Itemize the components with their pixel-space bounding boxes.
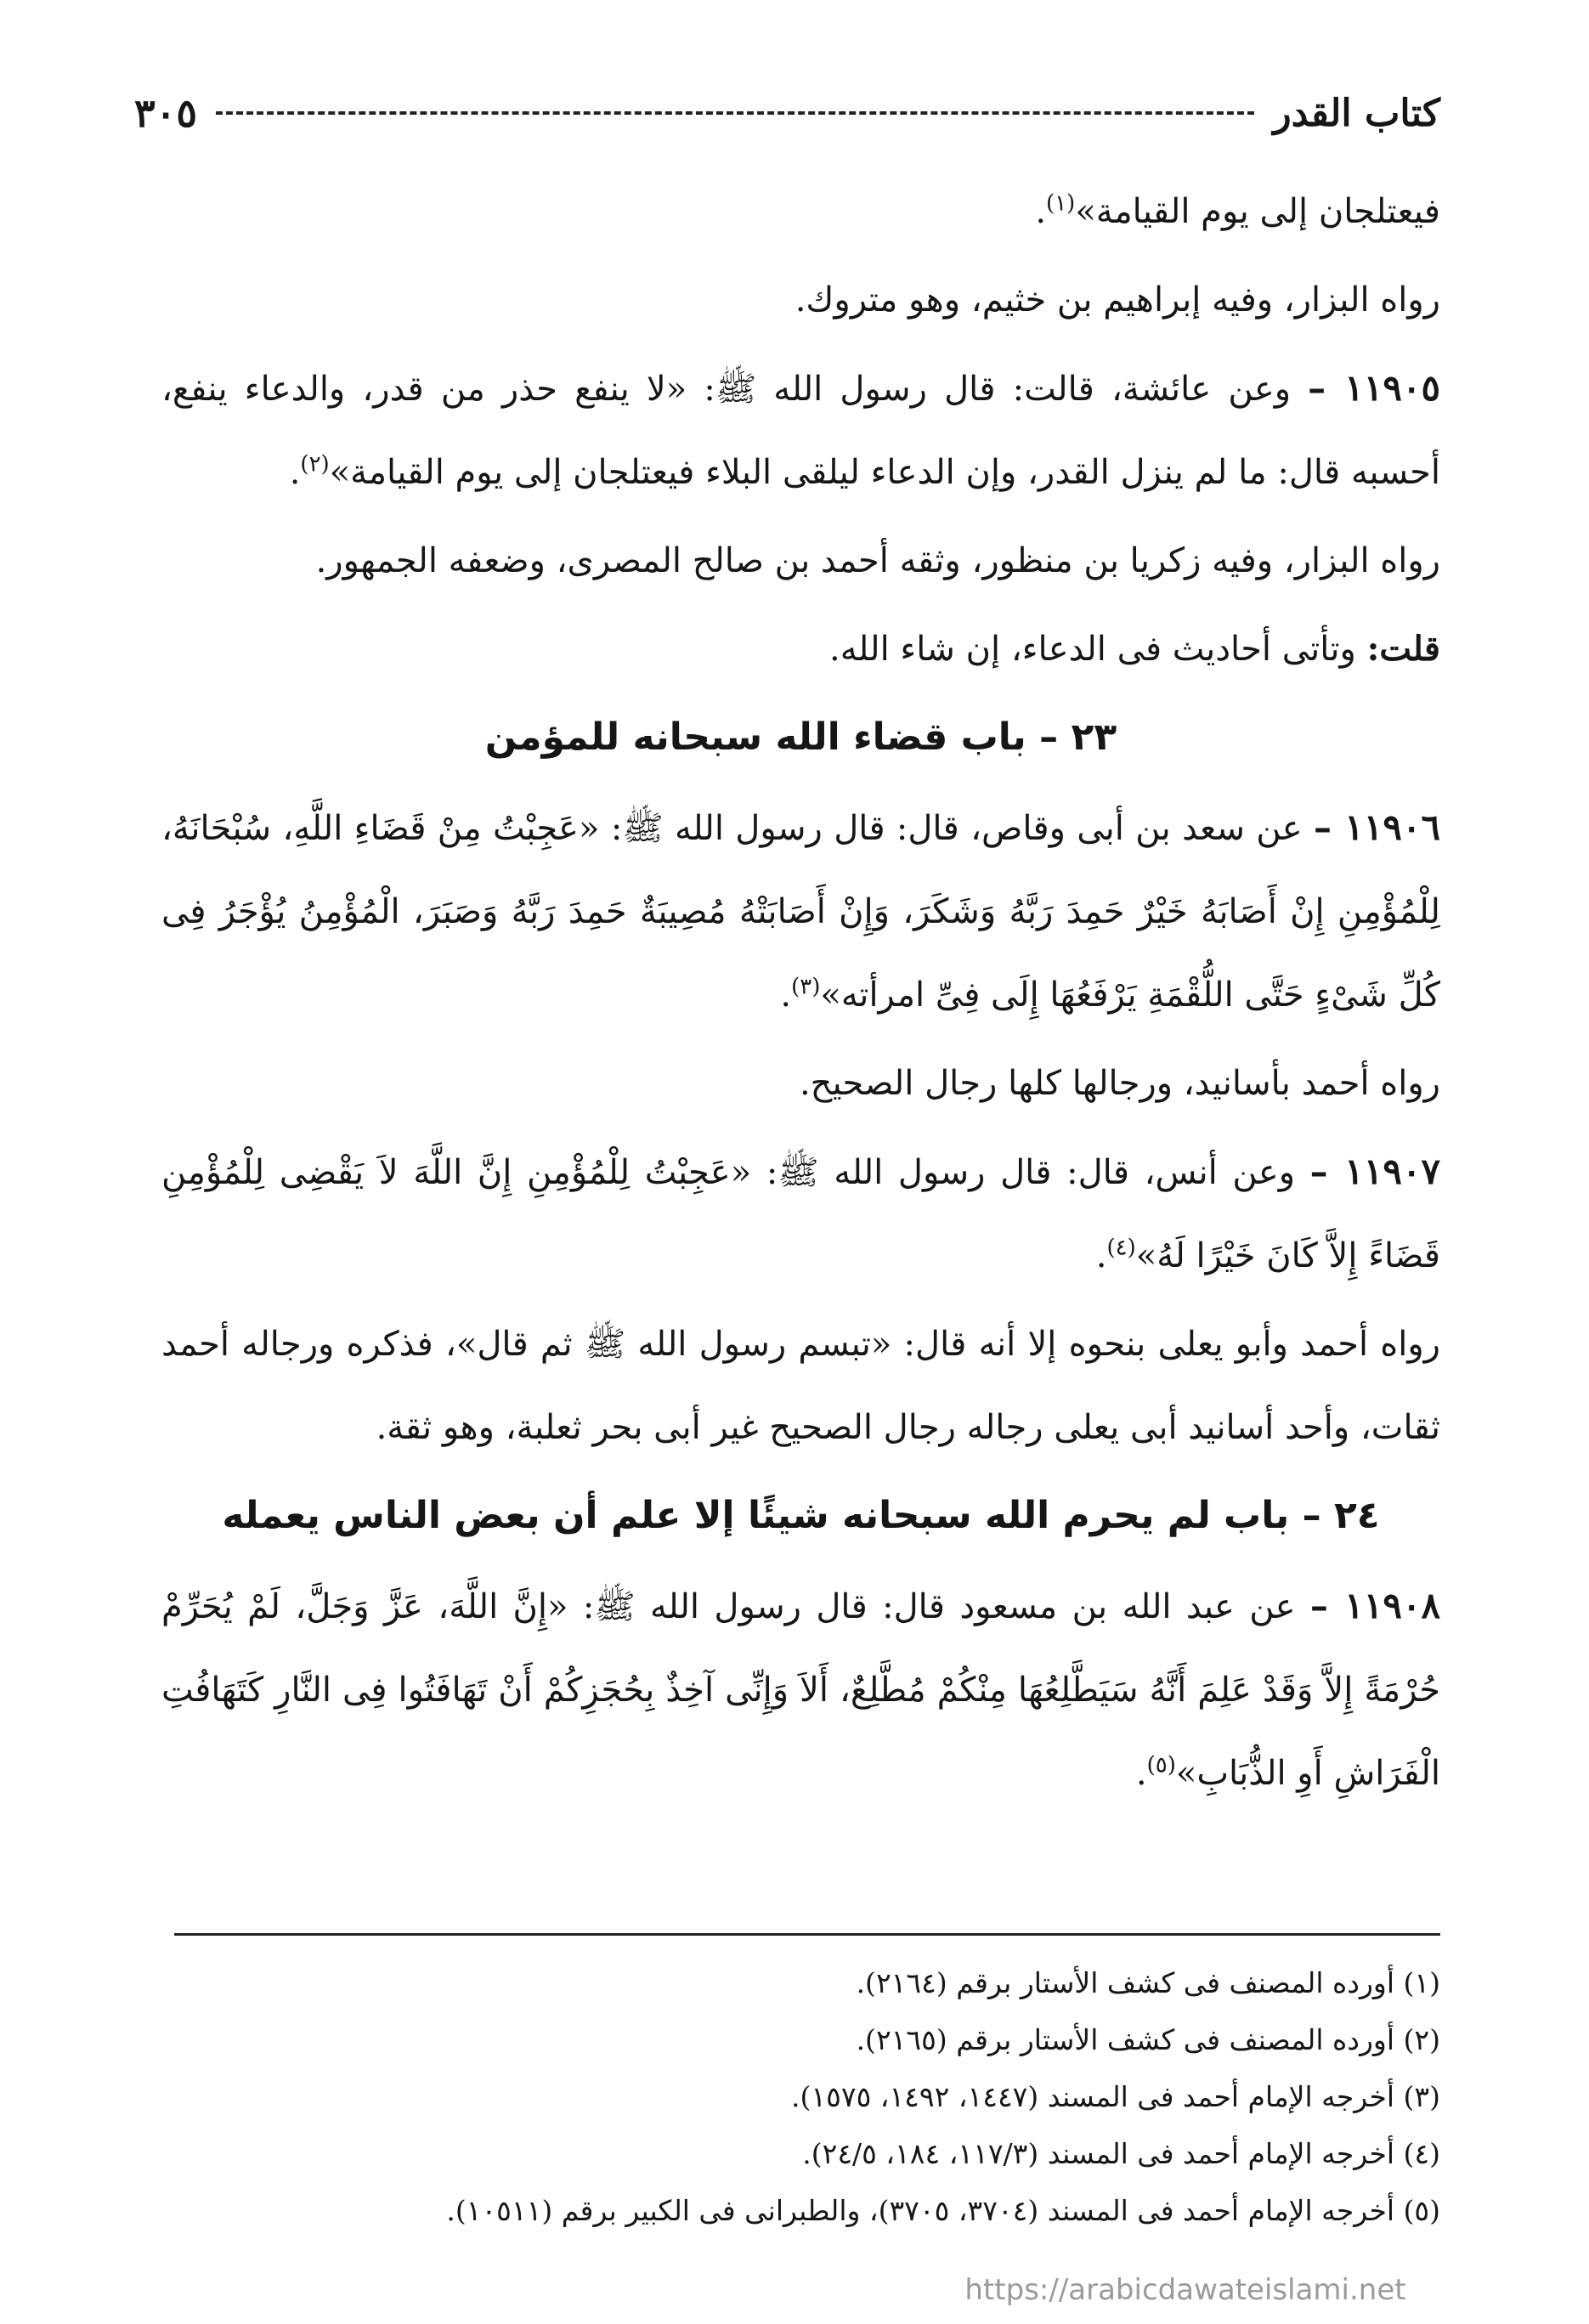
paragraph-end: .: [780, 975, 792, 1015]
paragraph: [161, 170, 1440, 253]
chapter-heading: ٢٤ – باب لم يحرم الله سبحانه شيئًا إلا علم أن بعض الناس يعمله: [222, 1494, 1380, 1537]
footnote: (٥) أخرجه الإمام أحمد فى المسند (٣٧٠٤، ٣٧٠٥)، والطبرانى فى الكبير برقم (١٠٥١١).: [446, 2194, 1440, 2227]
page-body: [161, 170, 1440, 1820]
chapter-heading: ٢٣ – باب قضاء الله سبحانه للمؤمن: [484, 715, 1117, 759]
page-number: ٣٠٥: [134, 90, 198, 136]
book-title: كتاب القدر: [1273, 91, 1440, 135]
footnote-ref: (٣): [791, 974, 821, 1000]
paragraph: [161, 258, 1440, 342]
paragraph-text: فيعتلجان إلى يوم القيامة»: [1075, 192, 1440, 231]
paragraph-end: .: [1095, 1236, 1107, 1275]
watermark-url: https://arabicdawateislami.net: [964, 2273, 1406, 2307]
footnote-ref: (٥): [1146, 1752, 1176, 1778]
footnote-ref: (١): [1046, 190, 1076, 217]
hadith-entry: [161, 347, 1440, 514]
paragraph-end: .: [1035, 192, 1047, 231]
footnote: (١) أورده المصنف فى كشف الأستار برقم (٢١٦٤).: [856, 1966, 1440, 1999]
paragraph-text: رواه البزار، وفيه زكريا بن منظور، وثقه أحمد بن صالح المصرى، وضعفه الجمهور.: [315, 541, 1440, 580]
paragraph: [161, 1042, 1440, 1125]
hadith-number: ١١٩٠٨ –: [1309, 1585, 1440, 1626]
paragraph: [161, 519, 1440, 602]
hadith-entry: [161, 1564, 1440, 1815]
footnote-separator: [174, 1933, 1440, 1936]
paragraph-end: .: [1135, 1754, 1147, 1793]
hadith-number: ١١٩٠٦ –: [1313, 806, 1440, 848]
footnotes: [161, 1954, 1440, 2239]
footnote-ref: (٢): [300, 451, 330, 478]
paragraph-text: رواه أحمد بأسانيد، ورجالها كلها رجال الصحيح.: [799, 1064, 1440, 1103]
paragraph-text: رواه البزار، وفيه إبراهيم بن خثيم، وهو متروك.: [794, 280, 1440, 319]
paragraph-lead: قلت:: [1366, 629, 1440, 669]
hadith-entry: [161, 786, 1440, 1037]
hadith-number: ١١٩٠٧ –: [1309, 1151, 1440, 1192]
hadith-text: عن عبد الله بن مسعود قال: قال رسول الله ﷺ: «إِنَّ اللَّهَ، عَزَّ وَجَلَّ، لَمْ يُحَرِّمْ حُرْمَةً إِلاَّ وَقَدْ عَلِمَ أَنَّهُ سَيَطَّلِعُهَا مِنْكُمْ مُطَّلِعٌ، أَلاَ وَإِنِّى آخِذٌ بِحُجَزِكُمْ أَنْ تَهَافَتُوا فِى النَّارِ كَتَهَافُتِ الْفَرَاشِ أَوِ الذُّبَابِ»: [161, 1587, 1440, 1793]
hadith-entry: [161, 1130, 1440, 1298]
footnote: (٤) أخرجه الإمام أحمد فى المسند (١١٧/٣، ١٨٤، ٢٤/٥).: [802, 2137, 1440, 2170]
footnote: (٣) أخرجه الإمام أحمد فى المسند (١٤٤٧، ١٤٩٢، ١٥٧٥).: [791, 2080, 1440, 2113]
page-header: [134, 83, 1440, 143]
paragraph: [161, 1303, 1440, 1469]
paragraph: [161, 608, 1440, 691]
hadith-text: وعن أنس، قال: قال رسول الله ﷺ: «عَجِبْتُ لِلْمُؤْمِنِ إِنَّ اللَّهَ لاَ يَقْضِى لِلْمُؤْمِنِ قَضَاءً إِلاَّ كَانَ خَيْرًا لَهُ»: [161, 1153, 1440, 1275]
paragraph-text: وتأتى أحاديث فى الدعاء، إن شاء الله.: [828, 630, 1367, 669]
paragraph-text: رواه أحمد وأبو يعلى بنحوه إلا أنه قال: «تبسم رسول الله ﷺ ثم قال»، فذكره ورجاله أحمد ثقات، وأحد أسانيد أبى يعلى رجاله رجال الصحيح غير أبى بحر ثعلبة، وهو ثقة.: [161, 1325, 1440, 1447]
paragraph-end: .: [289, 453, 301, 492]
hadith-number: ١١٩٠٥ –: [1308, 367, 1440, 409]
header-dashed-rule: [216, 111, 1254, 115]
hadith-text: وعن عائشة، قالت: قال رسول الله ﷺ: «لا ينفع حذر من قدر، والدعاء ينفع، أحسبه قال: ما لم ينزل القدر، وإن الدعاء ليلقى البلاء فيعتلجان إلى يوم القيامة»: [161, 370, 1440, 492]
footnote-ref: (٤): [1106, 1235, 1136, 1261]
hadith-text: عن سعد بن أبى وقاص، قال: قال رسول الله ﷺ: «عَجِبْتُ مِنْ قَضَاءِ اللَّهِ، سُبْحَانَهُ، لِلْمُؤْمِنِ إِنْ أَصَابَهُ خَيْرٌ حَمِدَ رَبَّهُ وَشَكَرَ، وَإِنْ أَصَابَتْهُ مُصِيبَةٌ حَمِدَ رَبَّهُ وَصَبَرَ، الْمُؤْمِنُ يُؤْجَرُ فِى كُلِّ شَىْءٍ حَتَّى اللُّقْمَةِ يَرْفَعُهَا إِلَى فِىِّ امرأته»: [161, 809, 1440, 1015]
footnote: (٢) أورده المصنف فى كشف الأستار برقم (٢١٦٥).: [856, 2023, 1440, 2056]
